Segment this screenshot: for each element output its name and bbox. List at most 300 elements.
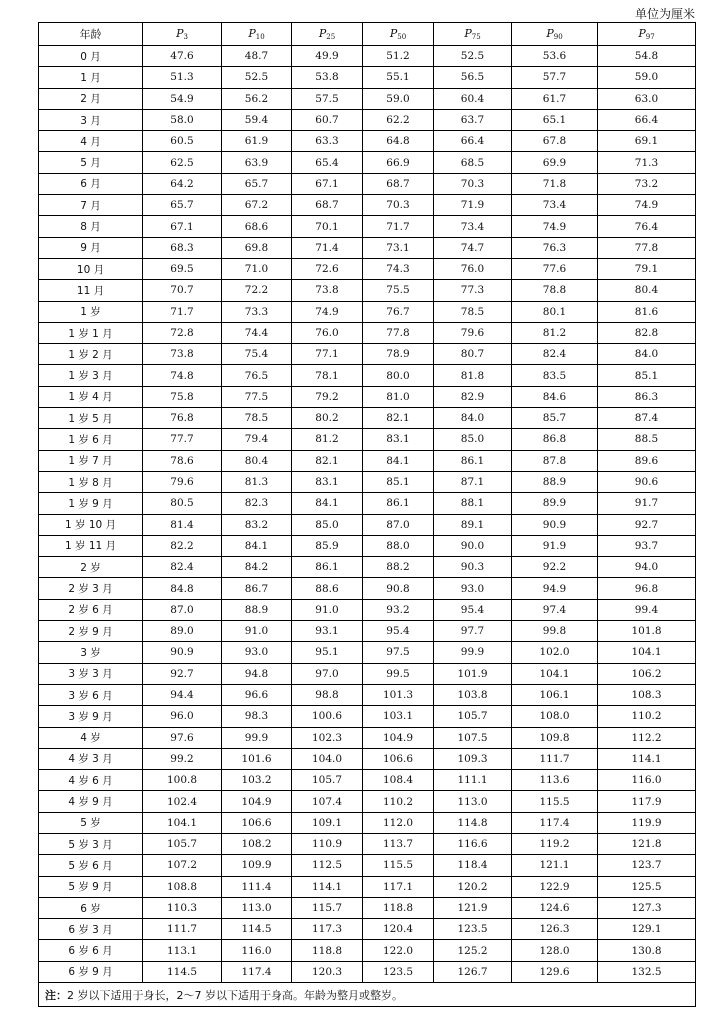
value-cell: 81.4 (143, 514, 222, 535)
value-cell: 121.1 (512, 855, 598, 876)
value-cell: 101.8 (598, 621, 696, 642)
value-cell: 68.7 (363, 173, 434, 194)
value-cell: 84.1 (363, 450, 434, 471)
value-cell: 82.9 (434, 386, 512, 407)
value-cell: 118.8 (363, 897, 434, 918)
age-cell: 0 月 (39, 46, 143, 67)
value-cell: 67.2 (222, 195, 292, 216)
value-cell: 60.7 (292, 109, 363, 130)
age-cell: 1 岁 7 月 (39, 450, 143, 471)
table-row (39, 216, 696, 237)
value-cell: 101.3 (363, 684, 434, 705)
value-cell: 85.7 (512, 408, 598, 429)
value-cell: 67.1 (292, 173, 363, 194)
age-cell: 2 岁 (39, 557, 143, 578)
value-cell: 96.6 (222, 684, 292, 705)
value-cell: 92.7 (598, 514, 696, 535)
age-cell: 6 岁 9 月 (39, 961, 143, 982)
value-cell: 88.9 (512, 471, 598, 492)
value-cell: 49.9 (292, 46, 363, 67)
value-cell: 125.5 (598, 876, 696, 897)
value-cell: 110.9 (292, 833, 363, 854)
unit-label: 单位为厘米 (634, 7, 695, 21)
value-cell: 58.0 (143, 109, 222, 130)
value-cell: 84.8 (143, 578, 222, 599)
value-cell: 90.3 (434, 557, 512, 578)
value-cell: 106.2 (598, 663, 696, 684)
value-cell: 52.5 (222, 67, 292, 88)
value-cell: 104.1 (512, 663, 598, 684)
value-cell: 114.8 (434, 812, 512, 833)
value-cell: 79.4 (222, 429, 292, 450)
table-row (39, 386, 696, 407)
value-cell: 71.3 (598, 152, 696, 173)
age-cell: 1 月 (39, 67, 143, 88)
value-cell: 101.6 (222, 748, 292, 769)
value-cell: 76.7 (363, 301, 434, 322)
value-cell: 117.9 (598, 791, 696, 812)
table-row (39, 599, 696, 620)
value-cell: 90.8 (363, 578, 434, 599)
value-cell: 66.4 (434, 131, 512, 152)
value-cell: 87.0 (363, 514, 434, 535)
value-cell: 54.9 (143, 88, 222, 109)
value-cell: 82.4 (143, 557, 222, 578)
value-cell: 70.1 (292, 216, 363, 237)
value-cell: 65.1 (512, 109, 598, 130)
value-cell: 86.1 (363, 493, 434, 514)
growth-percentile-table (38, 22, 696, 1007)
value-cell: 122.9 (512, 876, 598, 897)
age-cell: 1 岁 9 月 (39, 493, 143, 514)
table-row (39, 578, 696, 599)
value-cell: 81.0 (363, 386, 434, 407)
value-cell: 68.3 (143, 237, 222, 258)
value-cell: 71.9 (434, 195, 512, 216)
age-cell: 1 岁 5 月 (39, 408, 143, 429)
value-cell: 88.0 (363, 535, 434, 556)
table-row (39, 365, 696, 386)
value-cell: 82.3 (222, 493, 292, 514)
table-row (39, 450, 696, 471)
value-cell: 123.5 (363, 961, 434, 982)
value-cell: 117.3 (292, 919, 363, 940)
value-cell: 94.9 (512, 578, 598, 599)
value-cell: 73.4 (512, 195, 598, 216)
value-cell: 80.4 (598, 280, 696, 301)
value-cell: 78.8 (512, 280, 598, 301)
value-cell: 99.9 (434, 642, 512, 663)
table-row (39, 344, 696, 365)
table-row (39, 429, 696, 450)
value-cell: 82.1 (292, 450, 363, 471)
value-cell: 73.8 (292, 280, 363, 301)
age-cell: 6 岁 6 月 (39, 940, 143, 961)
value-cell: 114.5 (143, 961, 222, 982)
age-cell: 4 岁 6 月 (39, 770, 143, 791)
value-cell: 76.3 (512, 237, 598, 258)
age-cell: 5 岁 9 月 (39, 876, 143, 897)
value-cell: 71.0 (222, 258, 292, 279)
table-row (39, 621, 696, 642)
value-cell: 89.6 (598, 450, 696, 471)
age-cell: 5 岁 3 月 (39, 833, 143, 854)
value-cell: 114.1 (292, 876, 363, 897)
value-cell: 99.8 (512, 621, 598, 642)
note-text: 2 岁以下适用于身长，2～7 岁以下适用于身高。年龄为整月或整岁。 (67, 988, 403, 1002)
age-cell: 4 岁 9 月 (39, 791, 143, 812)
value-cell: 77.7 (143, 429, 222, 450)
value-cell: 74.7 (434, 237, 512, 258)
age-cell: 6 月 (39, 173, 143, 194)
value-cell: 82.2 (143, 535, 222, 556)
value-cell: 83.1 (363, 429, 434, 450)
value-cell: 117.4 (512, 812, 598, 833)
value-cell: 89.9 (512, 493, 598, 514)
value-cell: 123.5 (434, 919, 512, 940)
value-cell: 82.1 (363, 408, 434, 429)
value-cell: 90.0 (434, 535, 512, 556)
value-cell: 79.6 (143, 471, 222, 492)
table-body (39, 46, 696, 983)
age-cell: 11 月 (39, 280, 143, 301)
value-cell: 93.1 (292, 621, 363, 642)
value-cell: 60.5 (143, 131, 222, 152)
value-cell: 66.4 (598, 109, 696, 130)
value-cell: 95.4 (363, 621, 434, 642)
value-cell: 83.2 (222, 514, 292, 535)
value-cell: 72.6 (292, 258, 363, 279)
value-cell: 79.2 (292, 386, 363, 407)
value-cell: 84.1 (292, 493, 363, 514)
value-cell: 76.8 (143, 408, 222, 429)
value-cell: 78.5 (434, 301, 512, 322)
value-cell: 78.9 (363, 344, 434, 365)
table-row (39, 237, 696, 258)
value-cell: 81.2 (512, 322, 598, 343)
value-cell: 110.2 (363, 791, 434, 812)
value-cell: 64.8 (363, 131, 434, 152)
value-cell: 121.8 (598, 833, 696, 854)
value-cell: 76.0 (292, 322, 363, 343)
value-cell: 85.0 (434, 429, 512, 450)
value-cell: 77.8 (598, 237, 696, 258)
value-cell: 80.5 (143, 493, 222, 514)
value-cell: 61.9 (222, 131, 292, 152)
table-row (39, 195, 696, 216)
value-cell: 118.4 (434, 855, 512, 876)
value-cell: 107.4 (292, 791, 363, 812)
value-cell: 111.7 (512, 748, 598, 769)
value-cell: 129.1 (598, 919, 696, 940)
value-cell: 116.6 (434, 833, 512, 854)
age-cell: 2 岁 6 月 (39, 599, 143, 620)
value-cell: 104.9 (363, 727, 434, 748)
value-cell: 93.0 (222, 642, 292, 663)
table-row (39, 706, 696, 727)
age-cell: 9 月 (39, 237, 143, 258)
value-cell: 91.0 (222, 621, 292, 642)
value-cell: 83.5 (512, 365, 598, 386)
value-cell: 79.6 (434, 322, 512, 343)
value-cell: 90.9 (512, 514, 598, 535)
value-cell: 103.2 (222, 770, 292, 791)
table-row (39, 663, 696, 684)
table-row (39, 152, 696, 173)
value-cell: 97.4 (512, 599, 598, 620)
value-cell: 81.2 (292, 429, 363, 450)
value-cell: 63.0 (598, 88, 696, 109)
value-cell: 112.2 (598, 727, 696, 748)
age-cell: 2 岁 9 月 (39, 621, 143, 642)
value-cell: 74.8 (143, 365, 222, 386)
age-column-header: 年龄 (39, 23, 143, 46)
value-cell: 106.1 (512, 684, 598, 705)
value-cell: 87.8 (512, 450, 598, 471)
value-cell: 127.3 (598, 897, 696, 918)
value-cell: 113.6 (512, 770, 598, 791)
value-cell: 100.8 (143, 770, 222, 791)
value-cell: 65.4 (292, 152, 363, 173)
age-cell: 3 月 (39, 109, 143, 130)
value-cell: 126.7 (434, 961, 512, 982)
value-cell: 119.9 (598, 812, 696, 833)
value-cell: 71.8 (512, 173, 598, 194)
value-cell: 94.0 (598, 557, 696, 578)
value-cell: 74.3 (363, 258, 434, 279)
age-cell: 10 月 (39, 258, 143, 279)
value-cell: 111.4 (222, 876, 292, 897)
value-cell: 110.2 (598, 706, 696, 727)
value-cell: 88.9 (222, 599, 292, 620)
value-cell: 85.1 (363, 471, 434, 492)
value-cell: 69.9 (512, 152, 598, 173)
value-cell: 72.2 (222, 280, 292, 301)
value-cell: 73.1 (363, 237, 434, 258)
value-cell: 115.5 (363, 855, 434, 876)
value-cell: 125.2 (434, 940, 512, 961)
percentile-header-p75: P75 (434, 23, 512, 46)
table-row (39, 684, 696, 705)
table-row (39, 301, 696, 322)
value-cell: 60.4 (434, 88, 512, 109)
value-cell: 80.2 (292, 408, 363, 429)
value-cell: 91.7 (598, 493, 696, 514)
value-cell: 78.6 (143, 450, 222, 471)
table-note (39, 983, 696, 1007)
value-cell: 103.1 (363, 706, 434, 727)
value-cell: 102.3 (292, 727, 363, 748)
value-cell: 82.8 (598, 322, 696, 343)
value-cell: 88.5 (598, 429, 696, 450)
value-cell: 85.1 (598, 365, 696, 386)
value-cell: 84.1 (222, 535, 292, 556)
value-cell: 63.7 (434, 109, 512, 130)
value-cell: 84.2 (222, 557, 292, 578)
value-cell: 59.4 (222, 109, 292, 130)
age-cell: 6 岁 3 月 (39, 919, 143, 940)
table-row (39, 748, 696, 769)
value-cell: 104.9 (222, 791, 292, 812)
value-cell: 53.6 (512, 46, 598, 67)
table-row (39, 109, 696, 130)
table-row (39, 535, 696, 556)
value-cell: 102.0 (512, 642, 598, 663)
age-cell: 6 岁 (39, 897, 143, 918)
value-cell: 79.1 (598, 258, 696, 279)
value-cell: 56.2 (222, 88, 292, 109)
value-cell: 109.8 (512, 727, 598, 748)
value-cell: 104.0 (292, 748, 363, 769)
value-cell: 53.8 (292, 67, 363, 88)
value-cell: 74.9 (598, 195, 696, 216)
value-cell: 68.5 (434, 152, 512, 173)
value-cell: 115.7 (292, 897, 363, 918)
value-cell: 64.2 (143, 173, 222, 194)
table-row (39, 727, 696, 748)
table-row (39, 833, 696, 854)
value-cell: 105.7 (143, 833, 222, 854)
value-cell: 84.0 (434, 408, 512, 429)
value-cell: 51.2 (363, 46, 434, 67)
age-cell: 7 月 (39, 195, 143, 216)
value-cell: 88.6 (292, 578, 363, 599)
value-cell: 77.8 (363, 322, 434, 343)
value-cell: 87.1 (434, 471, 512, 492)
age-cell: 8 月 (39, 216, 143, 237)
value-cell: 80.4 (222, 450, 292, 471)
value-cell: 102.4 (143, 791, 222, 812)
table-row (39, 557, 696, 578)
value-cell: 72.8 (143, 322, 222, 343)
table-row (39, 131, 696, 152)
value-cell: 83.1 (292, 471, 363, 492)
value-cell: 105.7 (434, 706, 512, 727)
value-cell: 78.1 (292, 365, 363, 386)
value-cell: 62.5 (143, 152, 222, 173)
value-cell: 123.7 (598, 855, 696, 876)
value-cell: 91.9 (512, 535, 598, 556)
value-cell: 99.4 (598, 599, 696, 620)
value-cell: 122.0 (363, 940, 434, 961)
table-row (39, 173, 696, 194)
value-cell: 76.5 (222, 365, 292, 386)
value-cell: 89.1 (434, 514, 512, 535)
table-row (39, 770, 696, 791)
table-row (39, 88, 696, 109)
value-cell: 98.3 (222, 706, 292, 727)
age-cell: 1 岁 11 月 (39, 535, 143, 556)
age-cell: 4 岁 (39, 727, 143, 748)
table-row (39, 514, 696, 535)
value-cell: 114.5 (222, 919, 292, 940)
value-cell: 77.3 (434, 280, 512, 301)
value-cell: 106.6 (222, 812, 292, 833)
value-cell: 101.9 (434, 663, 512, 684)
value-cell: 94.8 (222, 663, 292, 684)
value-cell: 76.4 (598, 216, 696, 237)
value-cell: 113.1 (143, 940, 222, 961)
value-cell: 116.0 (598, 770, 696, 791)
percentile-header-p97: P97 (598, 23, 696, 46)
value-cell: 108.8 (143, 876, 222, 897)
percentile-header-p90: P90 (512, 23, 598, 46)
table-row (39, 855, 696, 876)
value-cell: 54.8 (598, 46, 696, 67)
value-cell: 77.5 (222, 386, 292, 407)
value-cell: 71.7 (143, 301, 222, 322)
age-cell: 1 岁 4 月 (39, 386, 143, 407)
value-cell: 88.2 (363, 557, 434, 578)
value-cell: 65.7 (222, 173, 292, 194)
value-cell: 74.4 (222, 322, 292, 343)
value-cell: 91.0 (292, 599, 363, 620)
value-cell: 69.1 (598, 131, 696, 152)
value-cell: 73.8 (143, 344, 222, 365)
value-cell: 68.7 (292, 195, 363, 216)
table-row (39, 67, 696, 88)
value-cell: 116.0 (222, 940, 292, 961)
value-cell: 62.2 (363, 109, 434, 130)
value-cell: 67.8 (512, 131, 598, 152)
value-cell: 70.3 (363, 195, 434, 216)
value-cell: 119.2 (512, 833, 598, 854)
value-cell: 56.5 (434, 67, 512, 88)
value-cell: 71.7 (363, 216, 434, 237)
value-cell: 71.4 (292, 237, 363, 258)
value-cell: 86.1 (434, 450, 512, 471)
value-cell: 124.6 (512, 897, 598, 918)
value-cell: 77.6 (512, 258, 598, 279)
value-cell: 108.0 (512, 706, 598, 727)
value-cell: 51.3 (143, 67, 222, 88)
value-cell: 67.1 (143, 216, 222, 237)
value-cell: 48.7 (222, 46, 292, 67)
value-cell: 86.8 (512, 429, 598, 450)
value-cell: 70.3 (434, 173, 512, 194)
value-cell: 96.8 (598, 578, 696, 599)
value-cell: 93.0 (434, 578, 512, 599)
value-cell: 57.7 (512, 67, 598, 88)
value-cell: 80.0 (363, 365, 434, 386)
value-cell: 69.5 (143, 258, 222, 279)
value-cell: 112.0 (363, 812, 434, 833)
value-cell: 118.8 (292, 940, 363, 961)
value-cell: 90.9 (143, 642, 222, 663)
value-cell: 128.0 (512, 940, 598, 961)
value-cell: 77.1 (292, 344, 363, 365)
value-cell: 59.0 (363, 88, 434, 109)
percentile-header-p3: P3 (143, 23, 222, 46)
value-cell: 117.1 (363, 876, 434, 897)
value-cell: 126.3 (512, 919, 598, 940)
age-cell: 1 岁 1 月 (39, 322, 143, 343)
age-cell: 3 岁 (39, 642, 143, 663)
table-row (39, 493, 696, 514)
value-cell: 65.7 (143, 195, 222, 216)
value-cell: 113.7 (363, 833, 434, 854)
value-cell: 80.7 (434, 344, 512, 365)
value-cell: 112.5 (292, 855, 363, 876)
value-cell: 52.5 (434, 46, 512, 67)
table-row (39, 940, 696, 961)
value-cell: 104.1 (143, 812, 222, 833)
age-cell: 1 岁 3 月 (39, 365, 143, 386)
age-cell: 1 岁 8 月 (39, 471, 143, 492)
value-cell: 61.7 (512, 88, 598, 109)
value-cell: 81.6 (598, 301, 696, 322)
value-cell: 109.9 (222, 855, 292, 876)
